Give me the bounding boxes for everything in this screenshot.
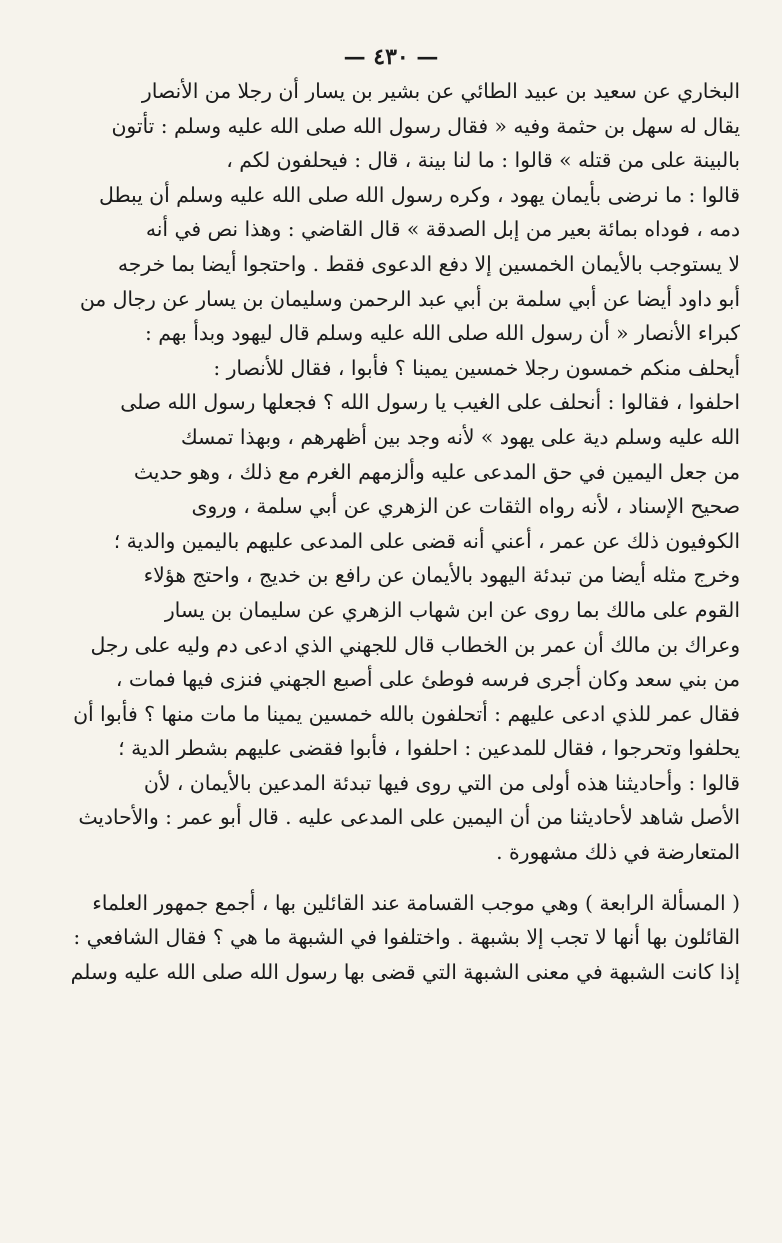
text-line: فقال عمر للذي ادعى عليهم : أتحلفون بالله خمسين يمينا ما مات منها ؟ فأبوا أن	[73, 701, 740, 726]
text-line: قالوا : ما نرضى بأيمان يهود ، وكره رسول الله صلى الله عليه وسلم أن يبطل	[98, 182, 740, 207]
text-line: البخاري عن سعيد بن عبيد الطائي عن بشير بن يسار أن رجلا من الأنصار	[141, 79, 740, 103]
text-line: وعراك بن مالك أن عمر بن الخطاب قال للجهني الذي ادعى دم وليه على رجل	[90, 632, 740, 657]
text-line: من جعل اليمين في حق المدعى عليه وألزمهم الغرم مع ذلك ، وهو حديث	[133, 459, 740, 484]
text-line: احلفوا ، فقالوا : أنحلف على الغيب يا رسول الله ؟ فجعلها رسول الله صلى	[120, 390, 740, 415]
text-line: الكوفيون ذلك عن عمر ، أعني أنه قضى على المدعى عليهم باليمين والدية ؛	[113, 528, 740, 553]
text-line: دمه ، فوداه بمائة بعير من إبل الصدقة » قال القاضي : وهذا نص في أنه	[145, 217, 740, 242]
text-line: أبو داود أيضا عن أبي سلمة بن أبي عبد الرحمن وسليمان بن يسار عن رجال من	[79, 286, 740, 311]
text-line: وخرج مثله أيضا من تبدئة اليهود بالأيمان عن رافع بن خديج ، واحتج هؤلاء	[143, 563, 740, 588]
text-line: كبراء الأنصار « أن رسول الله صلى الله عليه وسلم قال ليهود وبدأ بهم :	[145, 321, 740, 346]
text-line: إذا كانت الشبهة في معنى الشبهة التي قضى بها رسول الله صلى الله عليه وسلم	[70, 959, 740, 984]
text-line: من بني سعد وكان أجرى فرسه فوطئ على أصبع الجهني فنزى فيها فمات ،	[115, 667, 740, 692]
text-line: يحلفوا وتحرجوا ، فقال للمدعين : احلفوا ، فأبوا فقضى عليهم بشطر الدية ؛	[118, 736, 740, 761]
text-line: أيحلف منكم خمسون رجلا خمسين يمينا ؟ فأبوا ، فقال للأنصار :	[213, 355, 740, 380]
paragraph-gap	[42, 870, 740, 886]
text-line: ( المسألة الرابعة ) وهي موجب القسامة عند القائلين بها ، أجمع جمهور العلماء	[92, 890, 740, 915]
text-line: لا يستوجب بالأيمان الخمسين إلا دفع الدعوى فقط . واحتجوا أيضا بما خرجه	[117, 251, 740, 276]
paragraph-1	[42, 74, 740, 870]
text-line: القوم على مالك بما روى عن ابن شهاب الزهري عن سليمان بن يسار	[164, 597, 740, 622]
page-number: — ٤٣٠ —	[343, 44, 439, 70]
text-line: قالوا : وأحاديثنا هذه أولى من التي روى فيها تبدئة المدعين بالأيمان ، لأن	[143, 770, 740, 795]
text-line: الأصل شاهد لأحاديثنا من أن اليمين على المدعى عليه . قال أبو عمر : والأحاديث	[78, 805, 740, 830]
text-line: المتعارضة في ذلك مشهورة .	[496, 840, 740, 865]
text-line: بالبينة على من قتله » قالوا : ما لنا بينة ، قال : فيحلفون لكم ،	[226, 148, 740, 173]
paragraph-2	[42, 886, 740, 990]
text-line: الله عليه وسلم دية على يهود » لأنه وجد بين أظهرهم ، وبهذا تمسك	[180, 424, 740, 449]
text-line: القائلون بها أنها لا تجب إلا بشبهة . واختلفوا في الشبهة ما هي ؟ فقال الشافعي :	[73, 925, 740, 950]
text-line: يقال له سهل بن حثمة وفيه « فقال رسول الله صلى الله عليه وسلم : تأتون	[111, 113, 740, 138]
text-line: صحيح الإسناد ، لأنه رواه الثقات عن الزهري عن أبي سلمة ، وروى	[191, 494, 740, 519]
